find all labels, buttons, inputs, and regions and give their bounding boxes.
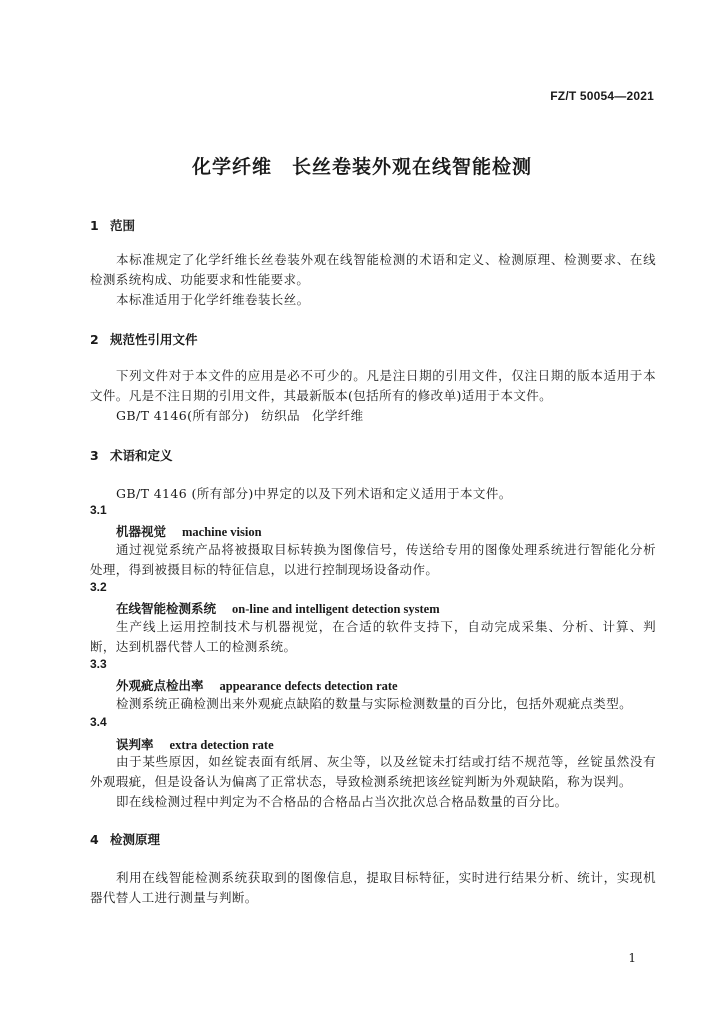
term-heading [116,735,274,753]
term-number: 3.2 [90,580,107,594]
standard-code: FZ/T 50054—2021 [550,89,654,103]
term-definition: 生产线上运用控制技术与机器视觉，在合适的软件支持下，自动完成采集、分析、计算、判断，达到机器代替人工的检测系统。 [90,619,656,654]
section-4-paragraph-1: 利用在线智能检测系统获取到的图像信息，提取目标特征，实时进行结果分析、统计，实现机器代替人工进行测量与判断。 [90,870,656,905]
term-zh: 外观疵点检出率 [116,678,204,693]
section-3-intro: GB/T 4146 (所有部分)中界定的以及下列术语和定义适用于本文件。 [116,486,512,501]
section-2-heading [90,330,198,348]
term-zh: 误判率 [116,737,154,752]
section-title: 检测原理 [110,832,161,847]
section-title: 术语和定义 [110,448,173,463]
document-title [0,152,724,179]
section-1-paragraph-1: 本标准规定了化学纤维长丝卷装外观在线智能检测的术语和定义、检测原理、检测要求、在线检测系统构成、功能要求和性能要求。 [90,252,656,287]
term-definition: 通过视觉系统产品将被摄取目标转换为图像信号，传送给专用的图像处理系统进行智能化分析处理，得到被摄目标的特征信息，以进行控制现场设备动作。 [90,542,656,577]
section-1-paragraph-2: 本标准适用于化学纤维卷装长丝。 [116,292,310,307]
normative-reference [116,406,364,424]
section-number: 1 [90,218,99,233]
term-en: machine vision [182,525,262,539]
term-definition: 检测系统正确检测出来外观疵点缺陷的数量与实际检测数量的百分比，包括外观疵点类型。 [116,696,633,711]
term-zh: 在线智能检测系统 [116,601,217,616]
term-en: appearance defects detection rate [219,679,398,693]
term-heading [116,676,398,694]
term-number: 3.1 [90,503,107,517]
term-heading [116,522,262,540]
section-number: 4 [90,832,99,847]
title-part2: 长丝卷装外观在线智能检测 [292,156,533,178]
term-en: extra detection rate [169,738,274,752]
section-4-heading [90,830,160,848]
term-en: on-line and intelligent detection system [232,602,440,616]
term-number: 3.3 [90,657,107,671]
section-1-heading [90,216,135,234]
section-3-heading [90,446,173,464]
section-number: 2 [90,332,99,347]
term-definition-note: 即在线检测过程中判定为不合格品的合格品占当次批次总合格品数量的百分比。 [116,794,568,809]
section-2-paragraph-1: 下列文件对于本文件的应用是必不可少的。凡是注日期的引用文件，仅注日期的版本适用于本文件。凡是不注日期的引用文件，其最新版本(包括所有的修改单)适用于本文件。 [90,368,656,403]
term-heading [116,599,440,617]
title-part1: 化学纤维 [191,156,272,178]
section-number: 3 [90,448,99,463]
term-number: 3.4 [90,715,107,729]
reference-part1: 纺织品 [261,408,300,423]
term-zh: 机器视觉 [116,524,167,539]
section-title: 范围 [110,218,136,233]
section-title: 规范性引用文件 [110,332,198,347]
reference-part2: 化学纤维 [311,408,364,423]
term-definition: 由于某些原因，如丝锭表面有纸屑、灰尘等，以及丝锭未打结或打结不规范等，丝锭虽然没有外观瑕疵，但是设备认为偏离了正常状态，导致检测系统把该丝锭判断为外观缺陷，称为误判。 [90,754,656,789]
reference-code: GB/T 4146(所有部分) [116,408,250,423]
page-number: 1 [628,951,636,965]
